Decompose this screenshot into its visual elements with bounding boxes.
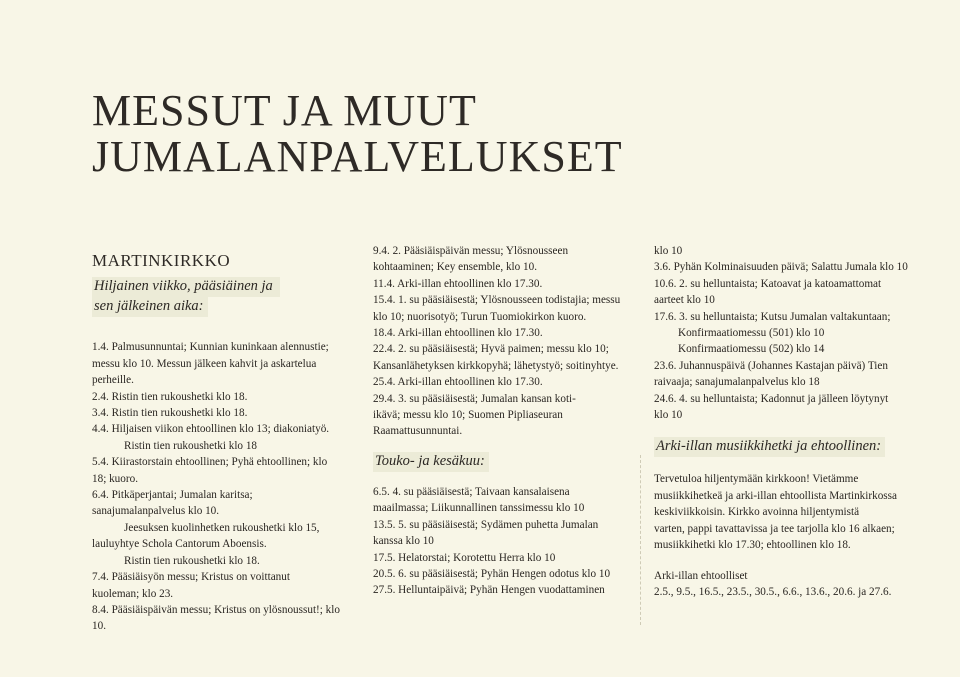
- event-line: Konfirmaatiomessu (501) klo 10: [678, 327, 825, 340]
- section-heading-touko: Touko- ja kesäkuu:: [373, 452, 489, 472]
- event-line: Jeesuksen kuolinhetken rukoushetki klo 15,: [124, 521, 320, 534]
- event-line: 13.5. 5. su pääsiäisestä; Sydämen puhetta Jumalan: [373, 518, 599, 531]
- column-divider: [640, 455, 641, 625]
- column-1: [92, 253, 354, 635]
- event-line: 10.6. 2. su helluntaista; Katoavat ja katoamattomat: [654, 277, 882, 290]
- event-line: kanssa klo 10: [373, 535, 434, 548]
- church-heading: MARTINKIRKKO: [92, 251, 231, 270]
- event-line: 6.4. Pitkäperjantai; Jumalan karitsa;: [92, 489, 253, 502]
- event-line: 1.4. Palmusunnuntai; Kunnian kuninkaan alennustie;: [92, 341, 329, 354]
- event-line: 5.4. Kiirastorstain ehtoollinen; Pyhä ehtoollinen; klo: [92, 456, 328, 469]
- event-line: ikävä; messu klo 10; Suomen Pipliaseuran: [373, 409, 563, 422]
- event-line: 29.4. 3. su pääsiäisestä; Jumalan kansan koti-: [373, 392, 576, 405]
- column-3: [654, 243, 916, 600]
- event-line: 2.4. Ristin tien rukoushetki klo 18.: [92, 390, 248, 403]
- event-line: aarteet klo 10: [654, 294, 715, 307]
- column-2: [373, 243, 635, 599]
- section-heading-arki: Arki-illan musiikkihetki ja ehtoollinen:: [654, 437, 885, 457]
- period-subtitle-line2: sen jälkeinen aika:: [92, 297, 208, 317]
- section-heading-wrap: [654, 437, 916, 457]
- event-line: 4.4. Hiljaisen viikon ehtoollinen klo 13; diakoniatyö.: [92, 423, 330, 436]
- event-line: 27.5. Helluntaipäivä; Pyhän Hengen vuodattaminen: [373, 584, 605, 597]
- section-heading-wrap: [373, 452, 635, 472]
- info-line: keskiviikkoisin. Kirkko avoinna hiljentymistä: [654, 506, 860, 519]
- info-line: 2.5., 9.5., 16.5., 23.5., 30.5., 6.6., 13.6., 20.6. ja 27.6.: [654, 585, 892, 598]
- event-line: perheille.: [92, 374, 134, 387]
- event-line: messu klo 10. Messun jälkeen kahvit ja askartelua: [92, 357, 317, 370]
- event-line: klo 10; nuorisotyö; Turun Tuomiokirkon kuoro.: [373, 310, 587, 323]
- event-line: 17.6. 3. su helluntaista; Kutsu Jumalan valtakuntaan;: [654, 310, 891, 323]
- period-subtitle-line1: Hiljainen viikko, pääsiäinen ja: [92, 277, 280, 297]
- info-line: musiikkihetkeä ja arki-illan ehtoollista Martinkirkossa: [654, 489, 897, 502]
- event-line: 11.4. Arki-illan ehtoollinen klo 17.30.: [373, 277, 543, 290]
- event-line: kuoleman; klo 23.: [92, 587, 174, 600]
- event-line: 3.6. Pyhän Kolminaisuuden päivä; Salattu Jumala klo 10: [654, 261, 908, 274]
- event-line: 15.4. 1. su pääsiäisestä; Ylösnousseen todistajia; messu: [373, 294, 621, 307]
- event-line: kohtaaminen; Key ensemble, klo 10.: [373, 261, 538, 274]
- event-line: 8.4. Pääsiäispäivän messu; Kristus on ylösnoussut!; klo 10.: [92, 603, 340, 633]
- event-line: sanajumalanpalvelus klo 10.: [92, 505, 220, 518]
- event-line: Raamattusunnuntai.: [373, 425, 463, 438]
- period-subtitle: [92, 277, 354, 317]
- event-line: maailmassa; Liikunnallinen tanssimessu klo 10: [373, 502, 585, 515]
- event-line: 22.4. 2. su pääsiäisestä; Hyvä paimen; messu klo 10;: [373, 343, 609, 356]
- event-line: lauluyhtye Schola Cantorum Aboensis.: [92, 538, 267, 551]
- info-line: Tervetuloa hiljentymään kirkkoon! Vietämme: [654, 473, 859, 486]
- event-line: klo 10: [654, 409, 683, 422]
- info-line: varten, pappi tavattavissa ja tee tarjolla klo 16 alkaen;: [654, 522, 895, 535]
- info-line: Arki-illan ehtoolliset: [654, 569, 748, 582]
- event-line: 17.5. Helatorstai; Korotettu Herra klo 10: [373, 551, 556, 564]
- event-line: 20.5. 6. su pääsiäisestä; Pyhän Hengen odotus klo 10: [373, 567, 611, 580]
- page-title-line1: MESSUT JA MUUT: [92, 86, 477, 135]
- event-line: 18.4. Arki-illan ehtoollinen klo 17.30.: [373, 327, 543, 340]
- event-line: 3.4. Ristin tien rukoushetki klo 18.: [92, 407, 248, 420]
- event-line: Ristin tien rukoushetki klo 18: [124, 439, 258, 452]
- event-line: 23.6. Juhannuspäivä (Johannes Kastajan päivä) Tien: [654, 359, 888, 372]
- event-line: 9.4. 2. Pääsiäispäivän messu; Ylösnousseen: [373, 245, 569, 257]
- event-line: klo 10: [654, 245, 683, 257]
- page-title: [92, 88, 652, 180]
- event-line: 24.6. 4. su helluntaista; Kadonnut ja jälleen löytynyt: [654, 392, 889, 405]
- event-line: 18; kuoro.: [92, 472, 138, 485]
- info-line: musiikkihetki klo 17.30; ehtoollinen klo 18.: [654, 539, 851, 552]
- page-title-line2: JUMALANPALVELUKSET: [92, 132, 623, 181]
- event-line: raivaaja; sanajumalanpalvelus klo 18: [654, 376, 820, 389]
- event-line: Konfirmaatiomessu (502) klo 14: [678, 343, 825, 356]
- event-line: 7.4. Pääsiäisyön messu; Kristus on voittanut: [92, 571, 290, 584]
- event-line: 6.5. 4. su pääsiäisestä; Taivaan kansalaisena: [373, 485, 570, 498]
- event-line: Kansanlähetyksen kirkkopyhä; lähetystyö; soitinyhtye.: [373, 359, 619, 372]
- event-line: 25.4. Arki-illan ehtoollinen klo 17.30.: [373, 376, 543, 389]
- event-line: Ristin tien rukoushetki klo 18.: [124, 554, 260, 567]
